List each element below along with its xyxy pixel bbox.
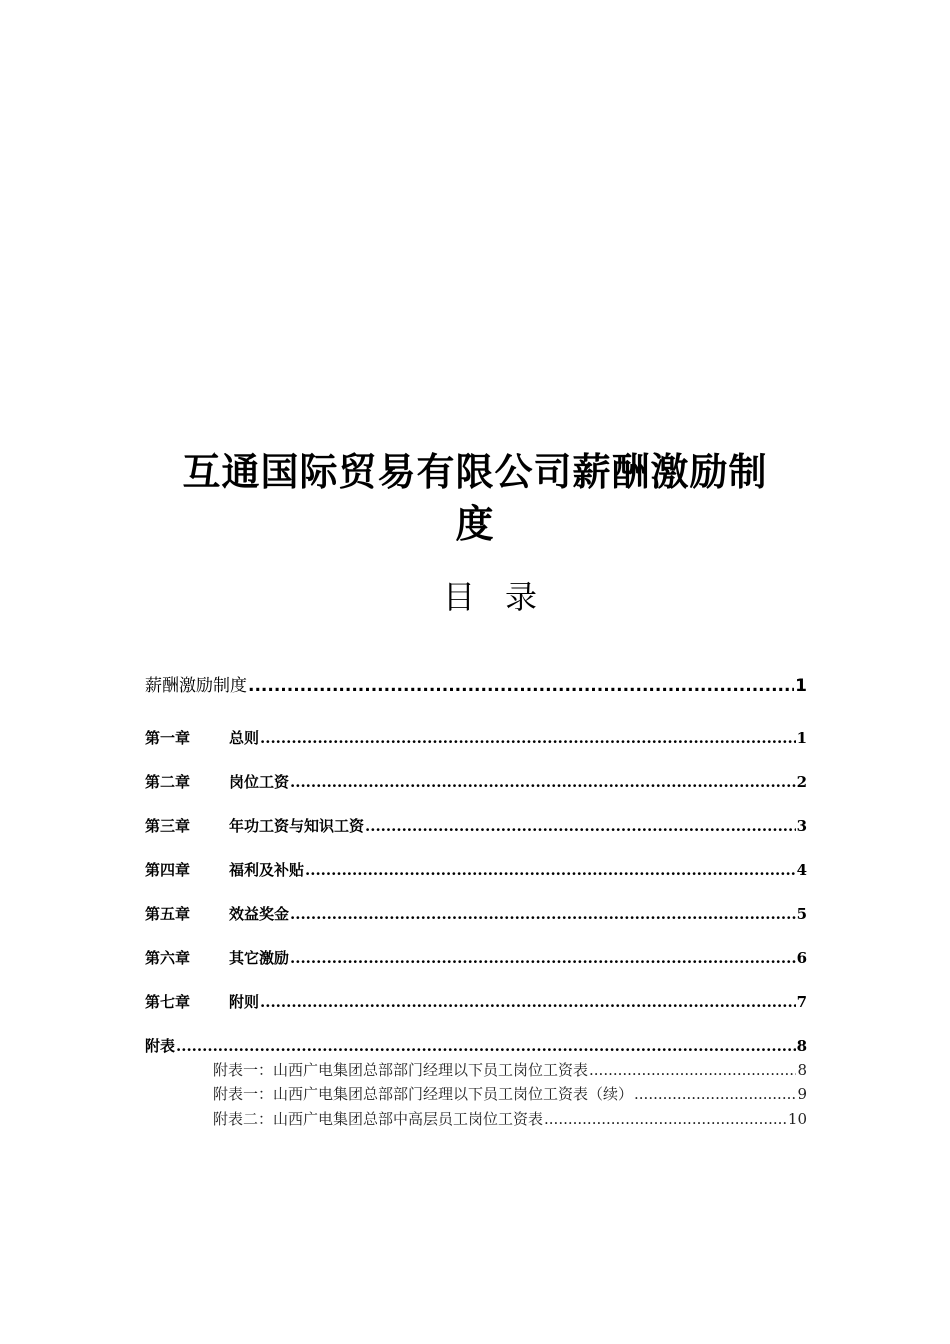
- toc-entry-appendix-item-2[interactable]: [213, 1083, 807, 1104]
- toc-entry-label: 福利及补贴: [229, 861, 305, 879]
- toc-leader-dots: [589, 1061, 796, 1079]
- toc-leader-dots: [290, 773, 796, 791]
- toc-chapter-number: 第一章: [145, 729, 191, 747]
- toc-entry-chapter-6[interactable]: [145, 947, 807, 968]
- toc-leader-dots: [176, 1037, 796, 1055]
- toc-entry-label: 附表二：山西广电集团总部中高层员工岗位工资表: [213, 1110, 544, 1128]
- document-title-line1: 互通国际贸易有限公司薪酬激励制: [182, 450, 768, 494]
- toc-entry-page: 7: [796, 993, 807, 1011]
- toc-leader-dots: [290, 949, 796, 967]
- toc-leader-dots: [544, 1110, 787, 1128]
- toc-entry-page: 9: [797, 1085, 807, 1103]
- toc-entry-chapter-4[interactable]: [145, 859, 807, 880]
- toc-leader-dots: [290, 905, 796, 923]
- document-title: [140, 446, 810, 550]
- toc-entry-page: 6: [796, 949, 807, 967]
- toc-entry-page: 1: [796, 729, 807, 747]
- toc-chapter-number: 第四章: [145, 861, 191, 879]
- toc-leader-dots: [305, 861, 796, 879]
- toc-chapter-number: 第二章: [145, 773, 191, 791]
- toc-leader-dots: [365, 817, 796, 835]
- toc-entry-label: 薪酬激励制度: [145, 676, 247, 696]
- toc-entry-page: 10: [787, 1110, 807, 1128]
- toc-heading: [0, 575, 950, 619]
- document-title-line2: 度: [455, 502, 495, 546]
- toc-entry-chapter-1[interactable]: [145, 727, 807, 748]
- toc-entry-chapter-7[interactable]: [145, 991, 807, 1012]
- toc-leader-dots: [260, 729, 796, 747]
- toc-entry-label: 附表一：山西广电集团总部部门经理以下员工岗位工资表（续）: [213, 1085, 634, 1103]
- toc-entry-label: 效益奖金: [229, 905, 290, 923]
- toc-entry-label: 附则: [229, 993, 260, 1011]
- toc-chapter-number: 第五章: [145, 905, 191, 923]
- toc-entry-page: 8: [796, 1037, 807, 1055]
- toc-heading-char-1: 目: [442, 578, 505, 616]
- toc-entry-page: 1: [795, 676, 807, 696]
- toc-entry-chapter-2[interactable]: [145, 771, 807, 792]
- toc-entry-label: 总则: [229, 729, 260, 747]
- toc-entry-appendix[interactable]: [145, 1035, 807, 1056]
- toc-entry-label: 岗位工资: [229, 773, 290, 791]
- toc-entry-appendix-item-3[interactable]: [213, 1108, 807, 1129]
- toc-entry-page: 3: [796, 817, 807, 835]
- toc-entry-chapter-5[interactable]: [145, 903, 807, 924]
- toc-heading-char-2: 录: [505, 578, 538, 616]
- toc-entry-page: 2: [796, 773, 807, 791]
- toc-entry-page: 8: [797, 1061, 807, 1079]
- toc-entry-chapter-3[interactable]: [145, 815, 807, 836]
- toc-entry-label: 年功工资与知识工资: [229, 817, 365, 835]
- toc-entry-label: 其它激励: [229, 949, 290, 967]
- toc-entry-label: 附表一：山西广电集团总部部门经理以下员工岗位工资表: [213, 1061, 589, 1079]
- toc-chapter-number: 第六章: [145, 949, 191, 967]
- toc-chapter-number: 第七章: [145, 993, 191, 1011]
- toc-leader-dots: [248, 676, 794, 696]
- toc-entry-appendix-item-1[interactable]: [213, 1059, 807, 1080]
- toc-leader-dots: [634, 1085, 796, 1103]
- toc-entry-page: 5: [796, 905, 807, 923]
- toc-entry-label: 附表: [145, 1037, 176, 1055]
- toc-chapter-number: 第三章: [145, 817, 191, 835]
- toc-entry-main[interactable]: [145, 671, 807, 696]
- toc-entry-page: 4: [796, 861, 807, 879]
- toc-leader-dots: [260, 993, 796, 1011]
